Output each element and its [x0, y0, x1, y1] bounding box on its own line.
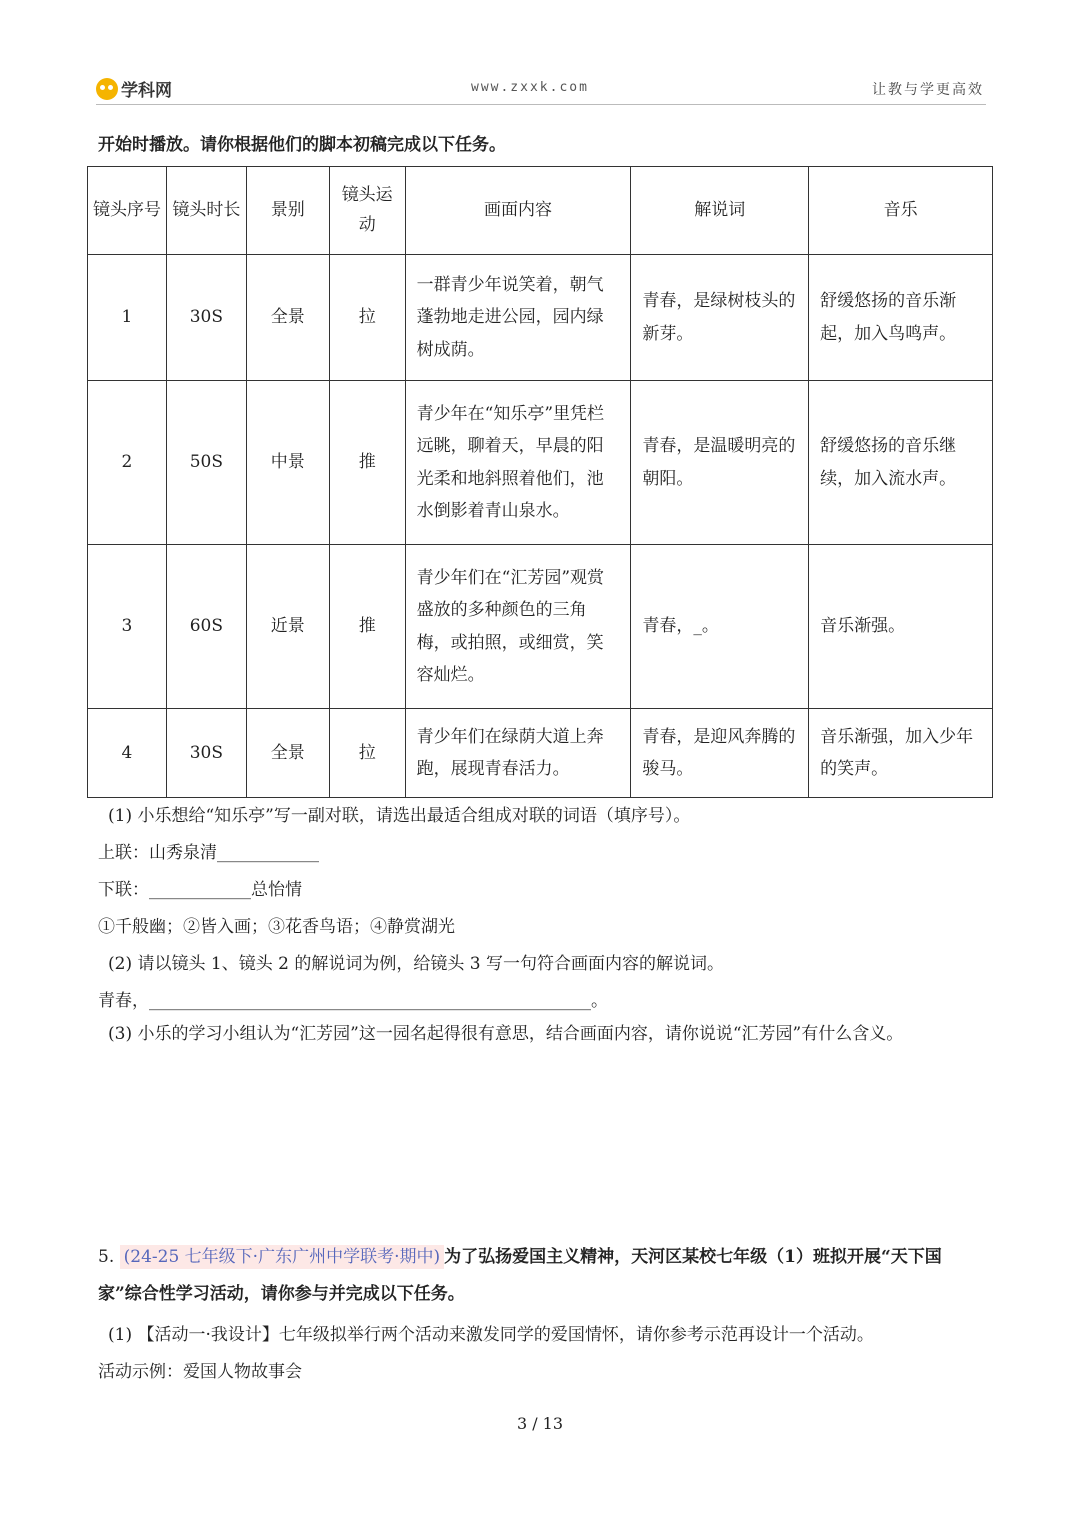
question-1: (1) 小乐想给“知乐亭”写一副对联，请选出最适合组成对联的词语（填序号）。 [108, 806, 691, 826]
problem-5-stem [98, 1239, 983, 1313]
couplet-upper: 上联：山秀泉清____________ [98, 843, 319, 863]
question-2-answer-blank: 青春，____________________________________________________。 [98, 991, 608, 1011]
cell-content: 一群青少年说笑着，朝气蓬勃地走进公园，园内绿树成荫。 [405, 255, 631, 381]
table-row [88, 545, 993, 709]
header-shot-number: 镜头序号 [88, 167, 167, 255]
problem-stem: 为了弘扬爱国主义精神，天河区某校七年级（1）班拟开展“天下国家”综合性学习活动，请你参与并完成以下任务。 [98, 1247, 942, 1304]
cell-content: 青少年们在“汇芳园”观赏盛放的多种颜色的三角梅，或拍照，或细赏，笑容灿烂。 [405, 545, 631, 709]
source-tag[interactable]: (24-25 七年级下·广东广州中学联考·期中) [120, 1245, 444, 1269]
cell-music: 音乐渐强，加入少年的笑声。 [809, 709, 993, 798]
header-music: 音乐 [809, 167, 993, 255]
cell-music: 音乐渐强。 [809, 545, 993, 709]
cell-content: 青少年在“知乐亭”里凭栏远眺，聊着天，早晨的阳光柔和地斜照着他们，池水倒影着青山泉水。 [405, 381, 631, 545]
activity-example: 活动示例：爱国人物故事会 [98, 1362, 302, 1382]
logo-owl-icon [96, 78, 118, 100]
intro-text: 开始时播放。请你根据他们的脚本初稿完成以下任务。 [98, 135, 506, 155]
cell-duration: 30S [166, 255, 246, 381]
cell-music: 舒缓悠扬的音乐继续，加入流水声。 [809, 381, 993, 545]
cell-shot-number: 1 [88, 255, 167, 381]
cell-narration: 青春，是温暖明亮的朝阳。 [631, 381, 809, 545]
table-header-row [88, 167, 993, 255]
cell-music: 舒缓悠扬的音乐渐起，加入鸟鸣声。 [809, 255, 993, 381]
cell-duration: 60S [166, 545, 246, 709]
cell-narration: 青春，_。 [631, 545, 809, 709]
slogan: 让教与学更高效 [872, 82, 984, 98]
table-row [88, 255, 993, 381]
cell-content: 青少年们在绿荫大道上奔跑，展现青春活力。 [405, 709, 631, 798]
couplet-options: ①千般幽；②皆入画；③花香鸟语；④静赏湖光 [98, 917, 455, 937]
page-header [96, 74, 986, 105]
script-table [87, 166, 993, 798]
cell-narration: 青春，是迎风奔腾的骏马。 [631, 709, 809, 798]
question-3: (3) 小乐的学习小组认为“汇芳园”这一园名起得很有意思，结合画面内容，请你说说“汇芳园”有什么含义。 [108, 1024, 904, 1044]
cell-scale: 近景 [246, 545, 329, 709]
problem-number: 5. [98, 1247, 115, 1267]
table-row [88, 381, 993, 545]
header-scene-content: 画面内容 [405, 167, 631, 255]
header-shot-scale: 景别 [246, 167, 329, 255]
cell-scale: 中景 [246, 381, 329, 545]
logo [96, 76, 172, 101]
header-camera-movement: 镜头运动 [329, 167, 405, 255]
cell-movement: 推 [329, 545, 405, 709]
cell-movement: 拉 [329, 255, 405, 381]
couplet-lower: 下联：____________总怡情 [98, 880, 302, 900]
cell-shot-number: 3 [88, 545, 167, 709]
table-row [88, 709, 993, 798]
cell-duration: 50S [166, 381, 246, 545]
cell-shot-number: 2 [88, 381, 167, 545]
problem-5-question-1: (1) 【活动一·我设计】七年级拟举行两个活动来激发同学的爱国情怀，请你参考示范再设计一个活动。 [108, 1325, 874, 1345]
question-2: (2) 请以镜头 1、镜头 2 的解说词为例，给镜头 3 写一句符合画面内容的解说词。 [108, 954, 724, 974]
site-url: www.zxxk.com [471, 80, 589, 95]
cell-duration: 30S [166, 709, 246, 798]
cell-narration: 青春，是绿树枝头的新芽。 [631, 255, 809, 381]
logo-text: 学科网 [121, 81, 172, 101]
cell-shot-number: 4 [88, 709, 167, 798]
cell-scale: 全景 [246, 255, 329, 381]
header-shot-duration: 镜头时长 [166, 167, 246, 255]
page-number: 3 / 13 [516, 1414, 564, 1433]
cell-movement: 拉 [329, 709, 405, 798]
header-narration: 解说词 [631, 167, 809, 255]
cell-scale: 全景 [246, 709, 329, 798]
cell-movement: 推 [329, 381, 405, 545]
